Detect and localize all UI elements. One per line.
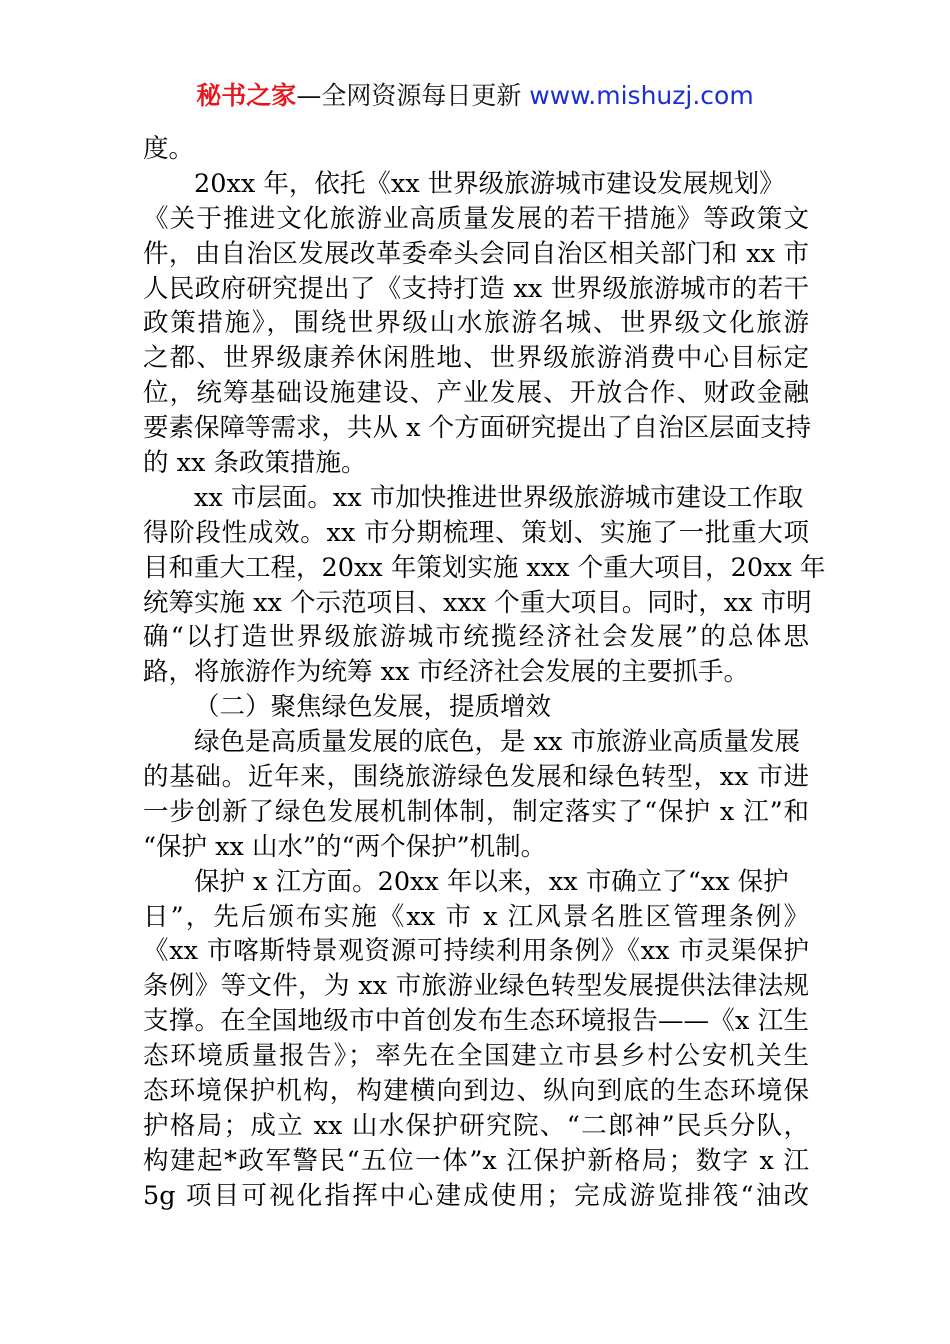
- text-line: 的基础。近年来，围绕旅游绿色发展和绿色转型，xx 市进: [143, 762, 809, 793]
- site-header: [0, 80, 950, 112]
- text-line: 度。: [143, 134, 195, 164]
- text-line: 20xx 年，依托《xx 世界级旅游城市建设发展规划》: [194, 168, 785, 199]
- text-line: xx 市层面。xx 市加快推进世界级旅游城市建设工作取: [194, 482, 804, 513]
- text-line: 绿色是高质量发展的底色，是 xx 市旅游业高质量发展: [194, 727, 800, 758]
- brand-name: 秘书之家: [196, 81, 297, 110]
- document-body: [143, 132, 826, 1214]
- text-line: 护格局；成立 xx 山水保护研究院、“二郎神”民兵分队，: [143, 1110, 809, 1141]
- text-line: 位，统筹基础设施建设、产业发展、开放合作、财政金融: [143, 378, 809, 409]
- header-tagline: —全网资源每日更新: [296, 81, 530, 110]
- text-line: 支撑。在全国地级市中首创发布生态环境报告——《x 江生: [143, 1006, 809, 1037]
- text-line: 的 xx 条政策措施。: [143, 448, 367, 479]
- text-line: “保护 xx 山水”的“两个保护”机制。: [143, 831, 547, 862]
- text-line: 目和重大工程，20xx 年策划实施 xxx 个重大项目，20xx 年: [143, 552, 826, 583]
- site-url: www.mishuzj.com: [529, 81, 754, 110]
- text-line: 件，由自治区发展改革委牵头会同自治区相关部门和 xx 市: [143, 238, 809, 269]
- text-line: 态环境质量报告》；率先在全国建立市县乡村公安机关生: [143, 1041, 809, 1072]
- text-line: 人民政府研究提出了《支持打造 xx 世界级旅游城市的若干: [143, 273, 809, 304]
- text-line: 之都、世界级康养休闲胜地、世界级旅游消费中心目标定: [143, 343, 809, 374]
- text-line: 统筹实施 xx 个示范项目、xxx 个重大项目。同时，xx 市明: [143, 587, 812, 618]
- text-line: 得阶段性成效。xx 市分期梳理、策划、实施了一批重大项: [143, 517, 809, 548]
- text-line: 态环境保护机构，构建横向到边、纵向到底的生态环境保: [143, 1076, 809, 1107]
- text-line: 路，将旅游作为统筹 xx 市经济社会发展的主要抓手。: [143, 657, 749, 688]
- text-line: 保护 x 江方面。20xx 年以来，xx 市确立了“xx 保护: [194, 866, 789, 897]
- text-line: 要素保障等需求，共从 x 个方面研究提出了自治区层面支持: [143, 413, 812, 444]
- text-line: 条例》等文件，为 xx 市旅游业绿色转型发展提供法律法规: [143, 971, 809, 1002]
- text-line: 《关于推进文化旅游业高质量发展的若干措施》等政策文: [143, 203, 809, 234]
- text-line: 构建起*政军警民“五位一体”x 江保护新格局；数字 x 江: [143, 1145, 809, 1176]
- text-line: 5g 项目可视化指挥中心建成使用；完成游览排筏“油改: [143, 1180, 809, 1211]
- text-line: 日”，先后颁布实施《xx 市 x 江风景名胜区管理条例》: [143, 901, 809, 932]
- section-heading: （二）聚焦绿色发展，提质增效: [194, 692, 552, 723]
- text-line: 政策措施》，围绕世界级山水旅游名城、世界级文化旅游: [143, 308, 809, 339]
- text-line: 《xx 市喀斯特景观资源可持续利用条例》《xx 市灵渠保护: [143, 936, 809, 967]
- text-line: 一步创新了绿色发展机制体制，制定落实了“保护 x 江”和: [143, 796, 809, 827]
- text-line: 确“以打造世界级旅游城市统揽经济社会发展”的总体思: [143, 622, 809, 653]
